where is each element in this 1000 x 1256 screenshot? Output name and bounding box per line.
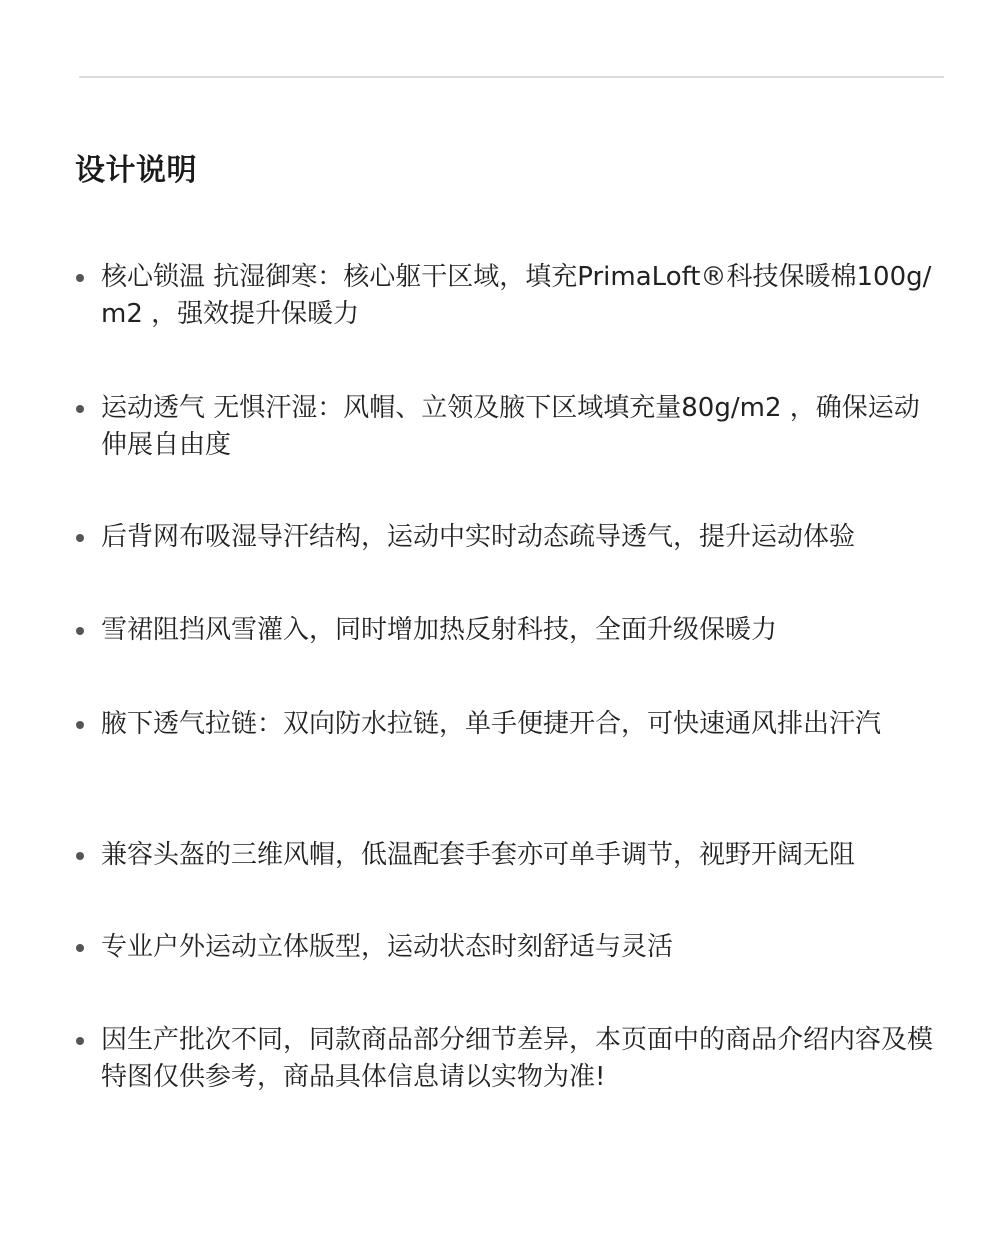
feature-text: 核心锁温 抗湿御寒：核心躯干区域，填充PrimaLoft®科技保暖棉100g/m2 ，强效提升保暖力	[101, 262, 932, 329]
bullet-icon	[76, 852, 84, 860]
feature-text: 因生产批次不同，同款商品部分细节差异，本页面中的商品介绍内容及模特图仅供参考，商品具体信息请以实物为准!	[101, 1025, 934, 1092]
feature-text: 兼容头盔的三维风帽，低温配套手套亦可单手调节，视野开阔无阻	[101, 840, 856, 870]
bullet-icon	[76, 405, 84, 413]
feature-item-warmth-core	[101, 259, 939, 333]
feature-text: 腋下透气拉链：双向防水拉链，单手便捷开合，可快速通风排出汗汽	[101, 709, 882, 739]
feature-text: 运动透气 无惧汗湿：风帽、立领及腋下区域填充量80g/m2 ，确保运动伸展自由度	[101, 393, 920, 460]
feature-item-back-mesh	[101, 519, 939, 556]
feature-text: 雪裙阻挡风雪灌入，同时增加热反射科技，全面升级保暖力	[101, 615, 778, 645]
feature-item-snow-skirt	[101, 612, 939, 649]
feature-text: 专业户外运动立体版型，运动状态时刻舒适与灵活	[101, 932, 674, 962]
section-title: 设计说明	[75, 153, 197, 188]
feature-text: 后背网布吸湿导汗结构，运动中实时动态疏导透气，提升运动体验	[101, 522, 856, 552]
feature-item-breathable	[101, 390, 939, 464]
bullet-icon	[76, 721, 84, 729]
bullet-icon	[76, 944, 84, 952]
bullet-icon	[76, 627, 84, 635]
feature-item-pit-zip	[101, 706, 939, 743]
feature-item-disclaimer	[101, 1022, 939, 1096]
bullet-icon	[76, 1037, 84, 1045]
bullet-icon	[76, 534, 84, 542]
feature-item-hood	[101, 837, 939, 874]
feature-item-fit	[101, 929, 939, 966]
bullet-icon	[76, 274, 84, 282]
